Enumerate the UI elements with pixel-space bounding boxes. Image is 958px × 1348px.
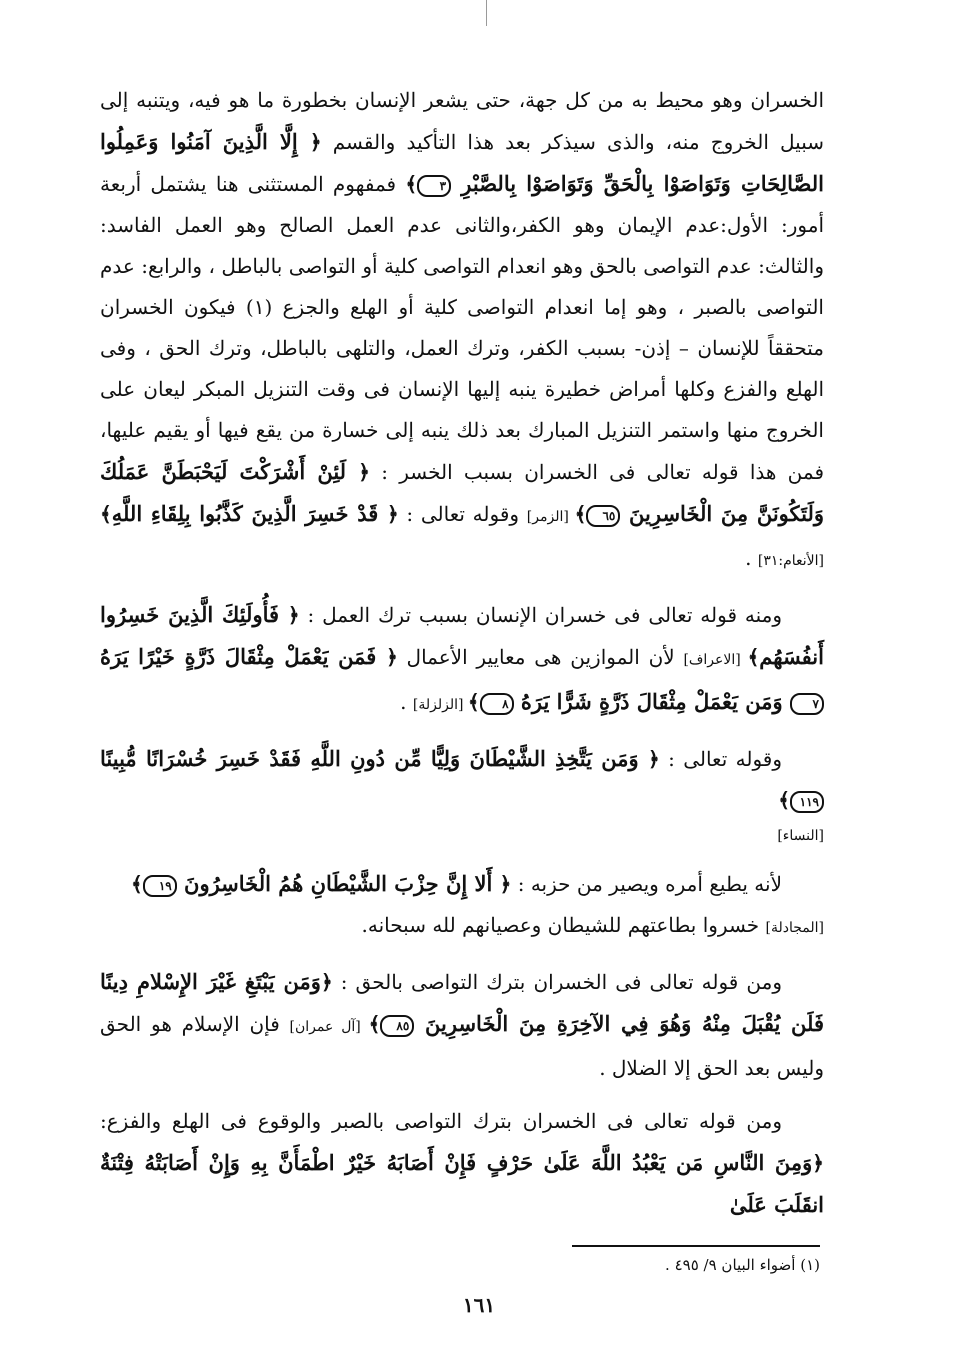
ayah-bracket: ﴿ bbox=[812, 1151, 824, 1175]
ayah-bracket: ﴿ bbox=[386, 645, 398, 669]
ayah-bracket: ﴾ bbox=[405, 172, 418, 196]
ayah-bracket: ﴿ bbox=[287, 603, 300, 627]
surah-reference: [آل عمران] bbox=[289, 1019, 369, 1035]
ayah-bracket: ﴿ bbox=[320, 970, 333, 994]
ayah-bracket: ﴾ bbox=[100, 502, 112, 526]
text: فإن الإسلام هو الحق وليس بعد الحق إلا الضلال . bbox=[100, 1012, 824, 1080]
surah-reference: [المجادلة] bbox=[765, 920, 824, 936]
verse-number: ٣ bbox=[417, 175, 451, 197]
quran-verse: فَأُولَئِكَ الَّذِينَ خَسِرُوا أَنفُسَهُم bbox=[100, 602, 824, 669]
text: ومنه قوله تعالى فى خسران الإنسان بسبب ترك العمل : bbox=[299, 603, 782, 627]
ayah-bracket: ﴿ bbox=[499, 872, 512, 896]
quran-verse: إِلَّا الَّذِينَ آمَنُوا وَعَمِلُوا الصَّالِحَاتِ وَتَوَاصَوْا بِالْحَقِّ وَتَوَاصَوْا بِالصَّبْرِ bbox=[100, 129, 824, 196]
text: ومن قوله تعالى فى الخسران بترك التواصى بالحق : bbox=[332, 970, 783, 994]
text: . bbox=[400, 690, 413, 714]
paragraph-3 bbox=[100, 738, 824, 821]
text: فمفهوم المستثنى هنا يشتمل أربعة أمور: الأول:عدم الإيمان وهو الكفر،والثانى عدم العمل الصالح وهو العمل الفاسد: والثالث: عدم التواصى بالحق وهو انعدام التواصى كلية أو التواصى بالباطل ، والرابع: عدم التواصى بالصبر ، وهو إما انعدام التواصى كلية أو الهلع والجزع bbox=[100, 172, 824, 319]
ayah-bracket: ﴾ bbox=[467, 690, 480, 714]
ayah-bracket: ﴿ bbox=[386, 502, 399, 526]
footnote: (١) أضواء البيان ٩/ ٤٩٥ . bbox=[665, 1256, 820, 1274]
ayah-bracket: ﴾ bbox=[747, 645, 760, 669]
paragraph-5 bbox=[100, 961, 824, 1089]
verse-number: ١١٩ bbox=[790, 791, 824, 813]
paragraph-2 bbox=[100, 594, 824, 726]
text: فيكون الخسران متحققاً للإنسان – إذن- بسبب الكفر، وترك العمل، والتلهى بالباطل، وترك الحق ، وفى الهلع والفزع وكلها أمراض خطيرة ينبه إليها الإنسان فى وقت التنزيل المبكر ليعان على الخروج منها واستمر التنزيل المبارك بعد ذلك ينبه إلى خسارة من يقع فيها أو يقيم عليها، فمن هذا قوله تعالى فى الخسران بسبب الخسر : bbox=[100, 295, 825, 484]
text: لأن الموازين هى معايير الأعمال bbox=[397, 645, 684, 669]
surah-reference: [الزمر] bbox=[526, 509, 575, 525]
quran-verse: وَمِنَ النَّاسِ مَن يَعْبُدُ اللَّهَ عَلَىٰ حَرْفٍ فَإِنْ أَصَابَهُ خَيْرٌ اطْمَأَنَّ بِهِ وَإِنْ أَصَابَتْهُ فِتْنَةٌ انقَلَبَ عَلَىٰ bbox=[100, 1150, 824, 1217]
quran-verse: قَدْ خَسِرَ الَّذِينَ كَذَّبُوا بِلِقَاءِ اللَّهِ bbox=[111, 501, 387, 526]
ayah-bracket: ﴾ bbox=[131, 872, 143, 896]
paragraph-3-source bbox=[100, 821, 824, 851]
text: الخسران وهو محيط به من كل جهة، حتى يشعر الإنسان بخطورة ما هو فيه، ويتنبه إلى سبيل الخروج منه، والذى سيذكر بعد هذا التأكيد والقسم bbox=[100, 88, 824, 154]
text: لأنه يطيع أمره ويصير من حزبه : bbox=[511, 872, 782, 896]
verse-number: ٨ bbox=[480, 693, 514, 715]
text: خسروا بطاعتهم للشيطان وعصيانهم لله سبحانه. bbox=[361, 913, 766, 937]
verse-number: ١٩ bbox=[143, 875, 177, 897]
ayah-bracket: ﴾ bbox=[368, 1012, 381, 1036]
quran-verse: وَمَن يَبْتَغِ غَيْرَ الإِسْلامِ دِينًا فَلَن يُقْبَلَ مِنْهُ وَهُوَ فِي الآخِرَةِ مِنَ الْخَاسِرِينَ bbox=[100, 969, 824, 1036]
top-registration-mark bbox=[486, 0, 487, 26]
ayah-bracket: ﴾ bbox=[778, 788, 790, 812]
quran-verse: فَمَن يَعْمَلْ مِثْقَالَ ذَرَّةٍ خَيْرًا يَرَهُ bbox=[100, 644, 387, 669]
ayah-bracket: ﴾ bbox=[574, 502, 587, 526]
text: ومن قوله تعالى فى الخسران بترك التواصى بالصبر والوقوع فى الهلع والفزع: bbox=[100, 1109, 782, 1133]
text: وقوله تعالى : bbox=[398, 502, 527, 526]
text: . bbox=[745, 546, 758, 570]
ayah-bracket: ﴿ bbox=[647, 747, 660, 771]
verse-number: ٦٥ bbox=[586, 505, 620, 527]
surah-reference: [الأنعام:٣١] bbox=[757, 553, 824, 569]
page-number: ١٦١ bbox=[462, 1293, 496, 1317]
paragraph-1 bbox=[100, 80, 824, 582]
quran-verse: وَمَن يَتَّخِذِ الشَّيْطَانَ وَلِيًّا مِّن دُونِ اللَّهِ فَقَدْ خَسِرَ خُسْرَانًا مُّبِينًا bbox=[100, 746, 648, 771]
quran-verse: أَلا إِنَّ حِزْبَ الشَّيْطَانِ هُمُ الْخَاسِرُونَ bbox=[176, 871, 500, 896]
text: وقوله تعالى : bbox=[659, 747, 782, 771]
paragraph-4 bbox=[100, 863, 824, 949]
paragraph-6 bbox=[100, 1101, 824, 1226]
surah-reference: [النساء] bbox=[777, 828, 824, 844]
footnote-separator bbox=[572, 1245, 820, 1247]
surah-reference: [الاعراف] bbox=[683, 652, 748, 668]
quran-verse: وَمَن يَعْمَلْ مِثْقَالَ ذَرَّةٍ شَرًّا يَرَهُ bbox=[513, 689, 790, 714]
verse-number: ٧ bbox=[790, 693, 824, 715]
page-body bbox=[100, 80, 824, 1238]
verse-number: ٨٥ bbox=[380, 1015, 414, 1037]
quran-verse: لَئِنْ أَشْرَكْتَ لَيَحْبَطَنَّ عَمَلُكَ وَلَتَكُونَنَّ مِنَ الْخَاسِرِينَ bbox=[100, 459, 824, 526]
ayah-bracket: ﴿ bbox=[309, 130, 322, 154]
surah-reference: [الزلزلة] bbox=[412, 697, 468, 713]
ayah-bracket: ﴿ bbox=[358, 460, 370, 484]
footnote-reference[interactable]: (١) bbox=[245, 295, 273, 319]
